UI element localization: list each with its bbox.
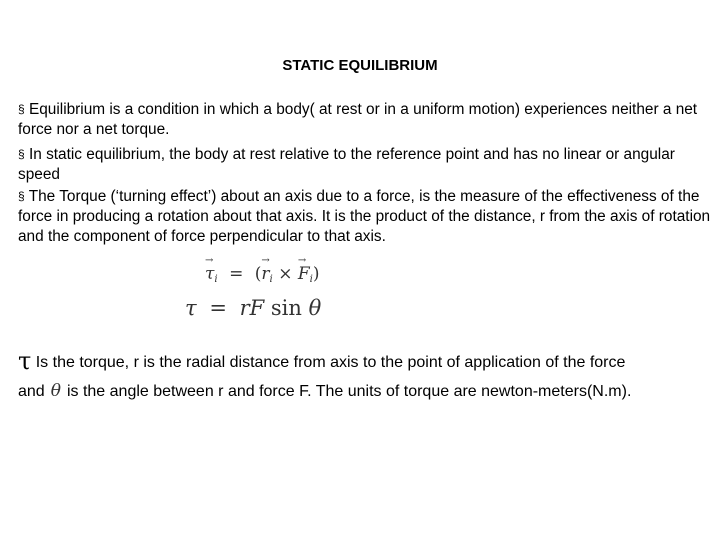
rf-term: rF [239,296,265,320]
f-vector: → F [298,264,310,284]
sin-function: sin [270,296,302,320]
r-index: i [269,274,273,286]
explanation-text: Is the torque, r is the radial distance from axis to the point of application of the force [35,354,626,371]
equals-sign: = [229,264,244,284]
bullet-icon: § [18,102,25,116]
cross-sign: × [278,264,293,284]
paragraph-torque [18,186,712,247]
paragraph-text: Equilibrium is a condition in which a body( at rest or in a uniform motion) experiences neither a net force nor a net torque. [18,101,698,138]
paragraph-text: In static equilibrium, the body at rest relative to the reference point and has no linear or angular speed [18,146,675,183]
tau-vector: → τ [205,264,214,284]
paragraph-equilibrium [18,99,712,140]
theta-symbol: θ [50,381,61,401]
bullet-icon: § [18,189,25,203]
theta-symbol: θ [308,296,322,320]
torque-vector-equation [205,264,320,285]
tau-symbol: τ [185,296,197,320]
left-paren: ( [254,264,262,284]
explanation-text: is the angle between r and force F. The units of torque are newton-meters(N.m). [66,383,632,400]
torque-scalar-equation [185,296,321,320]
bullet-icon: § [18,147,25,161]
page-title: STATIC EQUILIBRIUM [282,57,438,74]
equals-sign: = [209,296,227,320]
paragraph-text: The Torque (‘turning effect’) about an axis due to a force, is the measure of the effectiveness of the force in producing a rotation about that axis. It is the product of the distance, r from the axis of rotation and the component of force perpendicular to that axis. [18,188,711,245]
f-index: i [309,274,313,286]
explanation-line-2 [18,381,631,401]
explanation-line-1 [18,347,625,375]
and-word: and [18,383,45,400]
paragraph-static-equilibrium [18,144,712,185]
right-paren: ) [312,264,320,284]
r-vector: → r [261,264,269,284]
tau-index: i [214,274,218,286]
tau-symbol: τ [18,347,32,375]
